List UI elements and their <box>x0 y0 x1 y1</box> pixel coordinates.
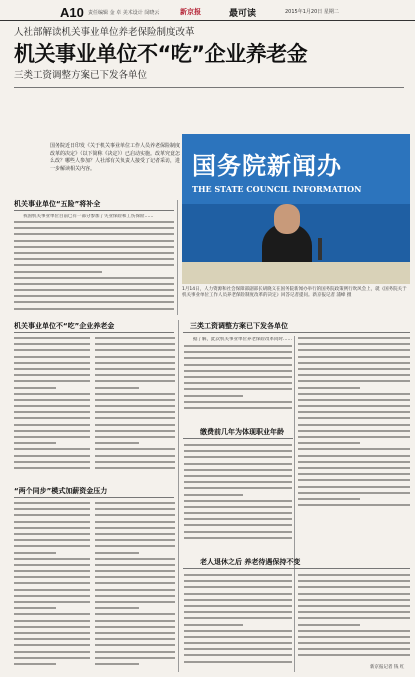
text-line <box>14 514 90 516</box>
text-line <box>14 283 174 285</box>
text-line <box>14 558 90 560</box>
text-line <box>95 613 175 615</box>
text-line <box>95 564 175 566</box>
subheadline: 三类工资调整方案已下发各单位 <box>14 70 148 81</box>
text-line <box>184 642 292 644</box>
text-line <box>14 362 90 364</box>
text-line <box>95 657 175 659</box>
text-block-1 <box>14 221 174 316</box>
text-line <box>298 642 410 644</box>
text-line <box>184 401 292 403</box>
text-line <box>184 531 292 533</box>
text-line <box>14 467 90 469</box>
text-block-4b <box>298 337 410 512</box>
text-line <box>95 663 139 665</box>
text-line <box>298 436 410 438</box>
text-line <box>95 374 175 376</box>
text-line <box>14 508 90 510</box>
text-line <box>14 271 102 273</box>
text-line <box>298 448 410 450</box>
text-line <box>14 368 90 370</box>
text-line <box>14 564 90 566</box>
text-line <box>298 479 410 481</box>
text-line <box>95 533 175 535</box>
text-line <box>298 411 410 413</box>
microphone-icon <box>318 238 322 260</box>
text-line <box>184 648 292 650</box>
text-line <box>184 475 292 477</box>
text-line <box>298 504 410 506</box>
text-line <box>184 636 292 638</box>
text-line <box>95 442 139 444</box>
text-line <box>14 399 90 401</box>
text-line <box>14 576 90 578</box>
column-rule <box>294 336 295 672</box>
text-line <box>95 448 175 450</box>
text-line <box>95 527 175 529</box>
text-block-6b <box>298 574 410 664</box>
headline-rule <box>14 87 404 88</box>
text-line <box>95 521 175 523</box>
text-line <box>95 570 175 572</box>
text-line <box>95 595 175 597</box>
text-line <box>95 430 175 432</box>
photo-caption: 1月14日，人力资源和社会保障部副部长胡晓义在国务院新闻办举行的国务院政策例行吹风会上，就《国务院关于机关事业单位工作人员养老保险制度改革的决定》回答记者提问。新京报记者 浦峰 摄 <box>182 287 407 298</box>
text-line <box>298 430 410 432</box>
text-line <box>95 417 175 419</box>
text-line <box>298 362 410 364</box>
body-text-1 <box>14 214 174 220</box>
section-heading-1: 机关事业单位“五险”将补全 <box>14 200 101 208</box>
text-line <box>95 368 175 370</box>
text-line <box>95 502 175 504</box>
text-line <box>298 599 410 601</box>
lead-paragraph <box>50 143 180 173</box>
text-line <box>184 500 292 502</box>
text-line <box>184 376 292 378</box>
text-line <box>184 450 292 452</box>
text-line <box>14 527 90 529</box>
text-line <box>184 574 292 576</box>
text-line <box>14 552 56 554</box>
text-line <box>298 624 360 626</box>
text-line <box>14 620 90 622</box>
text-line <box>95 508 175 510</box>
text-line <box>14 221 174 223</box>
section-rule-6 <box>183 568 410 569</box>
text-line <box>298 648 410 650</box>
text-line <box>14 356 90 358</box>
text-line <box>298 636 410 638</box>
text-line <box>14 337 90 339</box>
lead-text: 国务院近日印发《关于机关事业单位工作人员养老保险制度改革的决定》（以下简称《决定》）已启动实施。改革究竟怎么改？哪些人参加？人社部有关负责人接受了记者采访，进一步解读相关内容。 <box>50 143 181 172</box>
text-line <box>95 539 175 541</box>
text-line <box>184 605 292 607</box>
section-rule-3 <box>14 497 174 498</box>
text-line <box>184 599 292 601</box>
text-block-2a <box>14 337 90 479</box>
text-line <box>184 382 292 384</box>
body-text-4 <box>184 337 292 344</box>
text-line <box>95 343 175 345</box>
text-line <box>14 455 90 457</box>
text-line <box>95 436 175 438</box>
text-line <box>298 405 410 407</box>
text-line <box>95 424 175 426</box>
text-line <box>14 387 56 389</box>
text-line <box>14 258 174 260</box>
text-line <box>298 580 410 582</box>
text-line <box>14 380 90 382</box>
text-line <box>184 456 292 458</box>
section-rule-5 <box>183 438 293 439</box>
section-heading-4: 三类工资调整方案已下发各单位 <box>190 322 288 330</box>
text-line <box>184 364 292 366</box>
text-line <box>184 469 292 471</box>
text-line <box>95 467 175 469</box>
text-line <box>184 512 292 514</box>
text-line <box>184 407 292 409</box>
text-line <box>184 524 292 526</box>
text-line <box>14 461 90 463</box>
text-line <box>95 356 175 358</box>
text-line <box>298 387 360 389</box>
text-line <box>184 345 292 347</box>
text-line <box>298 455 410 457</box>
text-line <box>14 533 90 535</box>
text-line <box>14 644 90 646</box>
text-line <box>184 617 292 619</box>
text-line <box>298 393 410 395</box>
text-block-3b <box>95 502 175 672</box>
text-line <box>14 308 174 310</box>
text-line <box>14 233 174 235</box>
text-line <box>184 481 292 483</box>
text-line <box>298 399 410 401</box>
speaker-head <box>274 204 300 234</box>
text-line <box>95 455 175 457</box>
body-paragraph: 据了解，此次机关事业单位养老保险改革同时…… <box>193 337 292 342</box>
text-line <box>14 436 90 438</box>
text-line <box>184 624 243 626</box>
text-line <box>14 570 90 572</box>
section-heading-3: “两个同步”模式加薪资金压力 <box>14 487 108 495</box>
section-rule-2 <box>14 332 174 333</box>
text-line <box>14 626 90 628</box>
reporter-byline: 新京报记者 钱 红 <box>370 665 405 670</box>
text-line <box>14 289 174 291</box>
text-line <box>184 463 292 465</box>
headline: 机关事业单位不“吃”企业养老金 <box>14 42 308 66</box>
press-conference-photo <box>182 134 410 284</box>
text-line <box>95 362 175 364</box>
text-line <box>14 295 174 297</box>
text-line <box>298 473 410 475</box>
text-line <box>14 613 90 615</box>
text-line <box>184 506 292 508</box>
text-line <box>298 343 410 345</box>
text-line <box>298 492 410 494</box>
text-line <box>95 545 175 547</box>
text-line <box>298 417 410 419</box>
section-rule-1 <box>14 210 174 211</box>
text-line <box>14 424 90 426</box>
text-line <box>298 424 410 426</box>
flower-arrangement <box>182 262 410 284</box>
text-line <box>95 558 175 560</box>
text-line <box>14 393 90 395</box>
text-line <box>14 240 174 242</box>
text-line <box>298 617 410 619</box>
text-line <box>14 521 90 523</box>
text-line <box>184 580 292 582</box>
text-block-6a <box>184 574 292 672</box>
text-line <box>14 589 90 591</box>
text-line <box>14 264 174 266</box>
text-line <box>184 444 292 446</box>
text-line <box>14 374 90 376</box>
text-line <box>14 545 90 547</box>
text-line <box>298 498 360 500</box>
backdrop-banner-cn: 国务院新闻办 <box>192 152 342 180</box>
text-line <box>298 374 410 376</box>
text-line <box>95 589 175 591</box>
text-line <box>298 630 410 632</box>
text-line <box>95 601 175 603</box>
text-line <box>14 442 56 444</box>
text-line <box>95 349 175 351</box>
text-line <box>95 632 175 634</box>
newspaper-logo: 新京报 <box>180 7 201 16</box>
headline-kicker: 人社部解读机关事业单位养老保险制度改革 <box>14 27 195 38</box>
text-line <box>14 651 90 653</box>
text-line <box>184 351 292 353</box>
text-block-3a <box>14 502 90 672</box>
body-paragraph: 我国机关事业单位目前已有一部分参加了失业保险和工伤保险…… <box>23 214 154 219</box>
backdrop-banner-en: THE STATE COUNCIL INFORMATION <box>192 184 362 194</box>
text-line <box>184 388 292 390</box>
text-line <box>95 582 175 584</box>
text-line <box>298 337 410 339</box>
text-line <box>95 552 139 554</box>
text-line <box>14 301 174 303</box>
column-rule <box>177 200 178 315</box>
text-line <box>184 593 292 595</box>
text-line <box>184 630 292 632</box>
text-block-2b <box>95 337 175 479</box>
text-line <box>95 638 175 640</box>
text-line <box>14 227 174 229</box>
text-line <box>298 574 410 576</box>
text-line <box>14 595 90 597</box>
text-line <box>184 395 243 397</box>
text-line <box>95 651 175 653</box>
text-line <box>14 343 90 345</box>
editors-credit: 责任编辑 金 卓 美术设计 闵晓云 <box>88 10 160 16</box>
text-line <box>95 380 175 382</box>
text-line <box>14 405 90 407</box>
text-line <box>14 349 90 351</box>
text-line <box>184 494 243 496</box>
text-line <box>95 387 139 389</box>
text-line <box>298 605 410 607</box>
text-line <box>95 607 139 609</box>
section-rule-4 <box>183 332 410 333</box>
text-block-5 <box>184 444 292 546</box>
text-line <box>298 442 360 444</box>
text-block-4a <box>184 345 292 417</box>
text-line <box>95 461 175 463</box>
text-line <box>298 368 410 370</box>
text-line <box>298 461 410 463</box>
text-line <box>95 644 175 646</box>
text-line <box>298 349 410 351</box>
text-line <box>95 514 175 516</box>
text-line <box>14 539 90 541</box>
text-line <box>14 246 174 248</box>
text-line <box>14 448 90 450</box>
text-line <box>95 620 175 622</box>
text-line <box>14 411 90 413</box>
text-line <box>184 537 292 539</box>
text-line <box>95 411 175 413</box>
text-line <box>14 252 174 254</box>
column-rule <box>178 320 179 672</box>
section-heading-6: 老人退休之后 养老待遇保持不变 <box>200 558 301 566</box>
text-line <box>184 370 292 372</box>
text-line <box>184 661 292 663</box>
text-line <box>184 611 292 613</box>
text-line <box>95 337 175 339</box>
text-line <box>298 654 410 656</box>
text-line <box>14 502 90 504</box>
text-line <box>14 430 90 432</box>
text-line <box>184 518 292 520</box>
text-line <box>14 601 90 603</box>
page-number: A10 <box>60 5 84 20</box>
section-heading-2: 机关事业单位不“吃”企业养老金 <box>14 322 115 330</box>
section-heading-5: 缴费前几年为体现职业年龄 <box>200 428 284 436</box>
text-line <box>298 486 410 488</box>
text-line <box>184 654 292 656</box>
text-line <box>14 277 174 279</box>
text-line <box>14 638 90 640</box>
text-line <box>298 356 410 358</box>
text-line <box>14 582 90 584</box>
text-line <box>95 576 175 578</box>
text-line <box>298 467 410 469</box>
text-line <box>298 593 410 595</box>
text-line <box>95 399 175 401</box>
column-name: 最可读 <box>229 9 257 19</box>
text-line <box>184 487 292 489</box>
text-line <box>298 586 410 588</box>
issue-date: 2015年1月20日 星期二 <box>285 9 339 15</box>
text-line <box>298 380 410 382</box>
text-line <box>14 417 90 419</box>
masthead <box>0 0 415 21</box>
text-line <box>95 393 175 395</box>
text-line <box>14 607 56 609</box>
text-line <box>95 626 175 628</box>
text-line <box>184 586 292 588</box>
text-line <box>298 611 410 613</box>
text-line <box>184 357 292 359</box>
text-line <box>14 663 56 665</box>
text-line <box>95 405 175 407</box>
text-line <box>14 632 90 634</box>
text-line <box>14 657 90 659</box>
